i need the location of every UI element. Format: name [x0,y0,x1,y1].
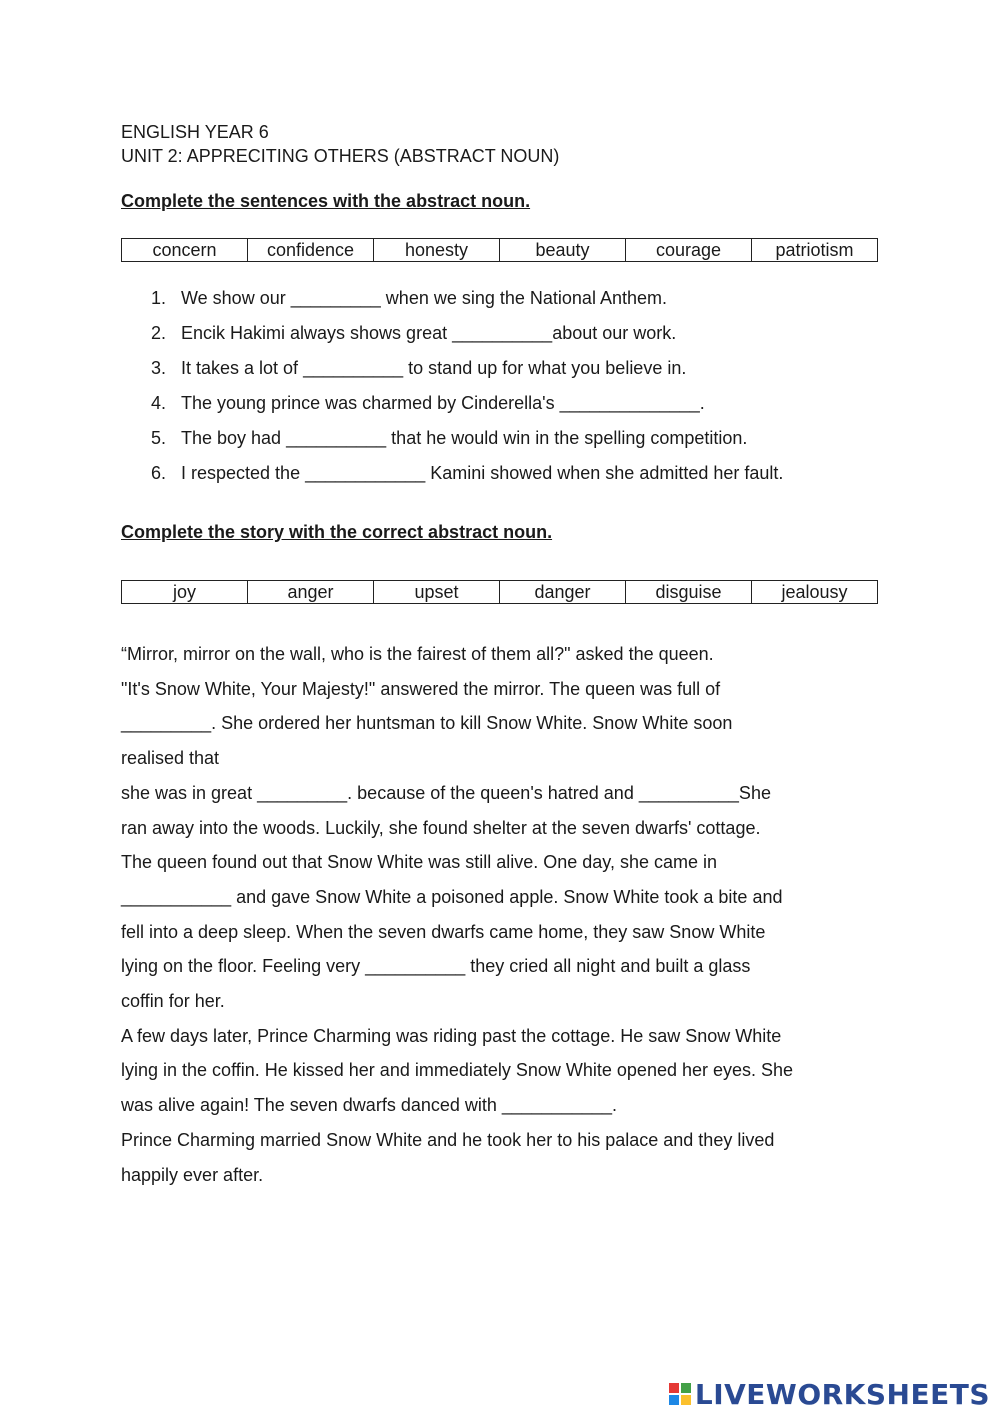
word-bank-2-item: danger [500,581,626,604]
question-text: It takes a lot of __________ to stand up for what you believe in. [181,358,687,378]
question-number: 5. [151,428,167,448]
word-bank-1-item: confidence [248,239,374,262]
word-bank-2-item: anger [248,581,374,604]
word-bank-2-item: joy [122,581,248,604]
story-line: lying on the floor. Feeling very __________ they cried all night and built a glass [121,956,751,977]
question-item [151,355,941,390]
story-text [121,637,881,1192]
logo-blocks-icon [669,1383,691,1405]
section1-instruction: Complete the sentences with the abstract noun. [121,191,531,211]
question-item [151,285,941,320]
story-line: coffin for her. [121,991,225,1012]
liveworksheets-logo [669,1376,990,1412]
story-line: The queen found out that Snow White was still alive. One day, she came in [121,852,717,873]
word-bank-2-item: upset [374,581,500,604]
logo-block [669,1383,679,1393]
story-line: realised that [121,748,220,769]
word-bank-1-item: beauty [500,239,626,262]
logo-block [681,1383,691,1393]
worksheet-unit-title: UNIT 2: APPRECITING OTHERS (ABSTRACT NOUN) [121,146,560,166]
story-line: happily ever after. [121,1164,264,1185]
section2-instruction: Complete the story with the correct abstract noun. [121,522,553,542]
story-line: fell into a deep sleep. When the seven dwarfs came home, they saw Snow White [121,921,766,942]
question-text: I respected the ____________ Kamini showed when she admitted her fault. [181,463,784,483]
question-item [151,460,941,495]
word-bank-1-item: patriotism [752,239,878,262]
question-item [151,425,941,460]
question-number: 6. [151,463,167,483]
story-line: was alive again! The seven dwarfs danced with ___________. [121,1095,618,1116]
word-bank-2-item: jealousy [752,581,878,604]
word-bank-2-item: disguise [626,581,752,604]
question-text: We show our _________ when we sing the National Anthem. [181,288,667,308]
question-number: 3. [151,358,167,378]
worksheet-subject: ENGLISH YEAR 6 [121,122,269,142]
word-bank-1 [121,238,878,262]
story-line: Prince Charming married Snow White and he took her to his palace and they lived [121,1129,775,1150]
story-line: lying in the coffin. He kissed her and immediately Snow White opened her eyes. She [121,1060,794,1081]
word-bank-1-item: courage [626,239,752,262]
story-line: “Mirror, mirror on the wall, who is the fairest of them all?" asked the queen. [121,644,714,664]
question-number: 1. [151,288,167,308]
story-line: ran away into the woods. Luckily, she found shelter at the seven dwarfs' cottage. [121,817,761,838]
question-number: 2. [151,323,167,343]
word-bank-1-item: honesty [374,239,500,262]
story-line: "It's Snow White, Your Majesty!" answered the mirror. The queen was full of [121,678,721,699]
story-line: _________. She ordered her huntsman to kill Snow White. Snow White soon [121,713,733,734]
logo-block [681,1395,691,1405]
word-bank-2 [121,580,878,604]
question-text: The young prince was charmed by Cinderella's ______________. [181,393,705,413]
word-bank-1-item: concern [122,239,248,262]
question-text: The boy had __________ that he would win in the spelling competition. [181,428,748,448]
question-item [151,390,941,425]
question-item [151,320,941,355]
story-line: she was in great _________. because of the queen's hatred and __________She [121,782,771,803]
question-number: 4. [151,393,167,413]
logo-text: LIVEWORKSHEETS [694,1377,990,1411]
story-line: A few days later, Prince Charming was riding past the cottage. He saw Snow White [121,1025,782,1046]
story-line: ___________ and gave Snow White a poisoned apple. Snow White took a bite and [121,886,783,907]
question-text: Encik Hakimi always shows great __________about our work. [181,323,677,343]
logo-block [669,1395,679,1405]
question-list [121,285,941,495]
